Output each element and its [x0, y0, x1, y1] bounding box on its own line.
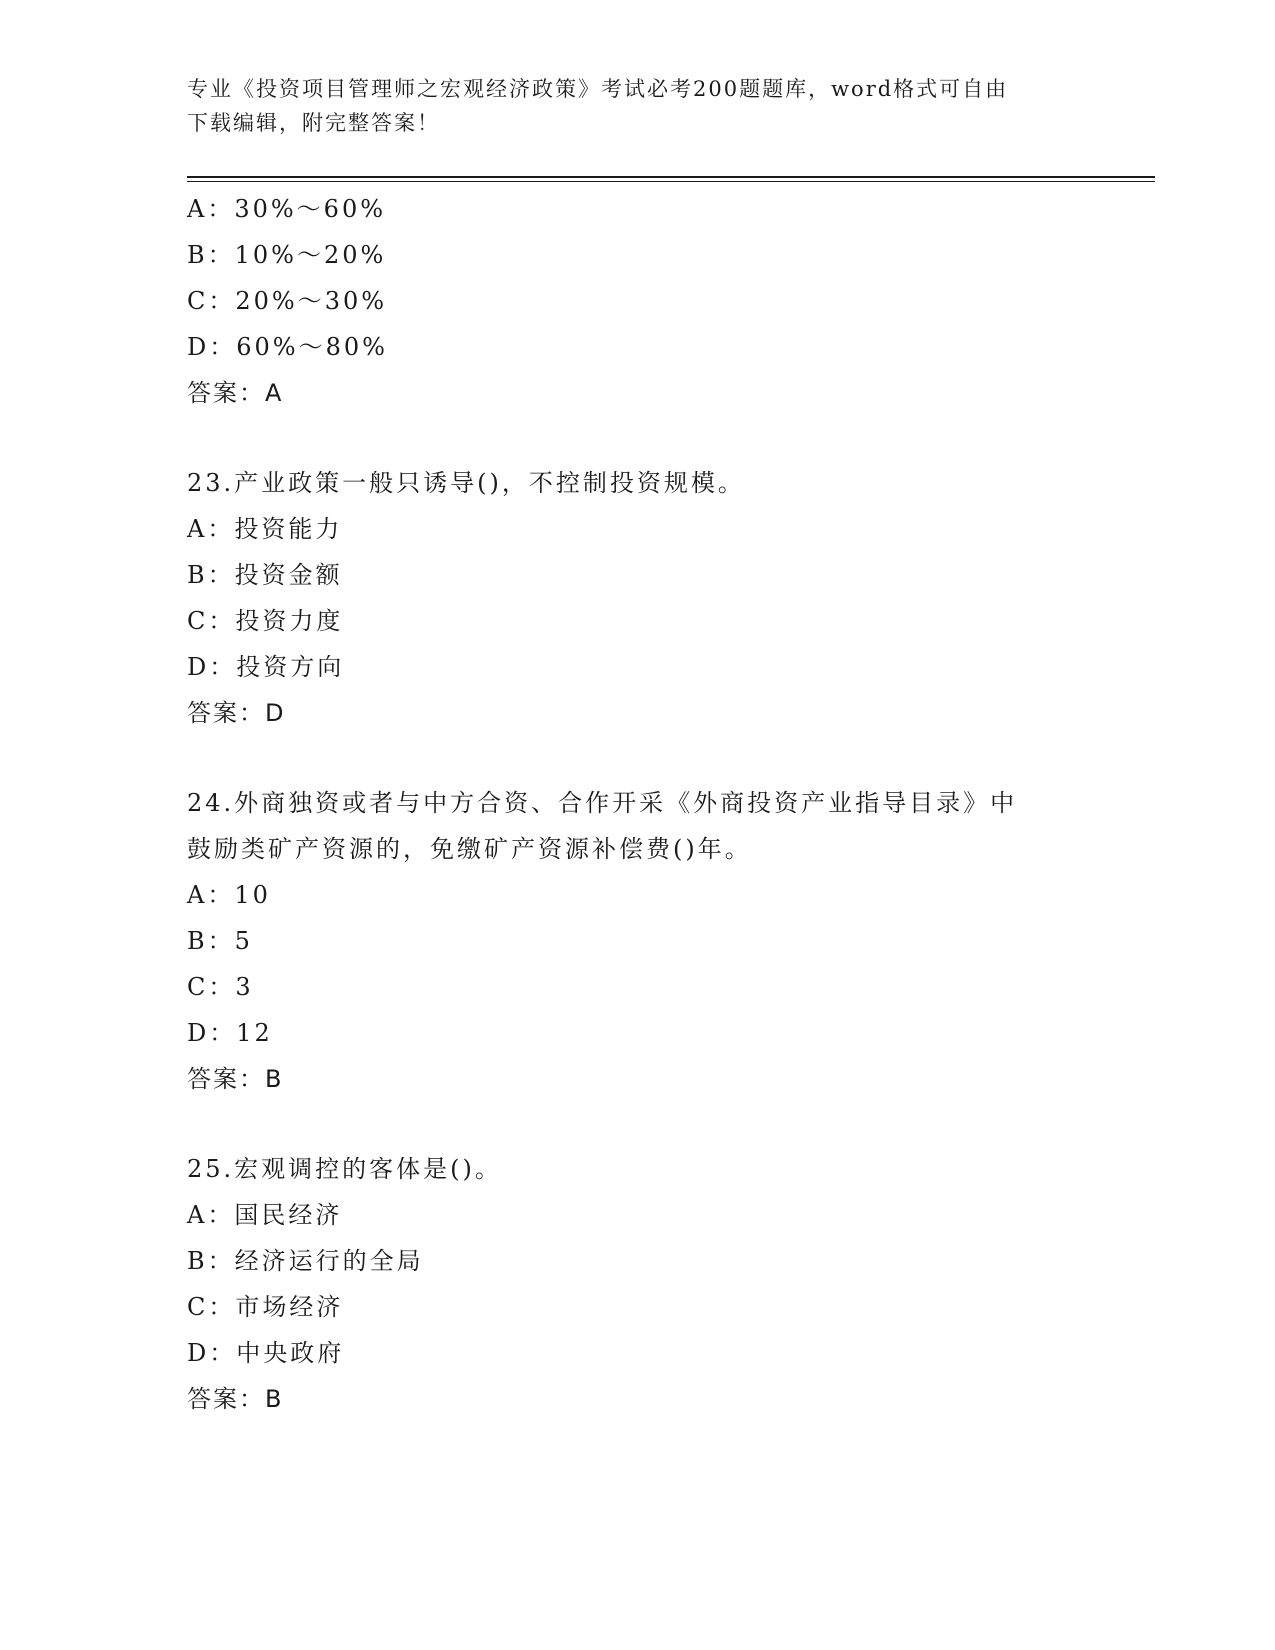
question-spacer [187, 1102, 1087, 1146]
question-24 [187, 780, 1087, 1102]
option-b: B：经济运行的全局 [187, 1247, 424, 1275]
option-d: D：中央政府 [187, 1339, 345, 1367]
answer-line: 答案：D [187, 699, 286, 727]
option-c: C：市场经济 [187, 1293, 344, 1321]
option-b: B：10%～20% [187, 241, 387, 269]
header-divider-thick [187, 176, 1155, 178]
header-line-1: 专业《投资项目管理师之宏观经济政策》考试必考200题题库，word格式可自由 [187, 77, 1009, 101]
option-c: C：投资力度 [187, 607, 344, 635]
option-d: D：12 [187, 1019, 273, 1047]
option-a: A：国民经济 [187, 1201, 343, 1229]
question-text-line-2: 鼓励类矿产资源的，免缴矿产资源补偿费()年。 [187, 835, 752, 863]
header-divider-thin [187, 181, 1155, 182]
option-d: D：60%～80% [187, 333, 388, 361]
option-c: C：20%～30% [187, 287, 388, 315]
option-d: D：投资方向 [187, 653, 345, 681]
question-text-line-1: 24.外商独资或者与中方合资、合作开采《外商投资产业指导目录》中 [187, 789, 1018, 817]
document-header [187, 72, 1087, 140]
answer-line: 答案：B [187, 1385, 284, 1413]
question-22 [187, 186, 1087, 416]
option-b: B：投资金额 [187, 561, 343, 589]
question-list [187, 186, 1087, 1422]
question-spacer [187, 736, 1087, 780]
question-text: 23.产业政策一般只诱导()，不控制投资规模。 [187, 469, 745, 497]
question-spacer [187, 416, 1087, 460]
question-23 [187, 460, 1087, 736]
option-b: B：5 [187, 927, 253, 955]
header-line-2: 下载编辑，附完整答案！ [187, 111, 440, 135]
answer-line: 答案：B [187, 1065, 284, 1093]
question-25 [187, 1146, 1087, 1422]
question-text: 25.宏观调控的客体是()。 [187, 1155, 502, 1183]
answer-line: 答案：A [187, 379, 284, 407]
option-c: C：3 [187, 973, 254, 1001]
option-a: A：10 [187, 881, 271, 909]
option-a: A：投资能力 [187, 515, 343, 543]
option-a: A：30%～60% [187, 195, 387, 223]
